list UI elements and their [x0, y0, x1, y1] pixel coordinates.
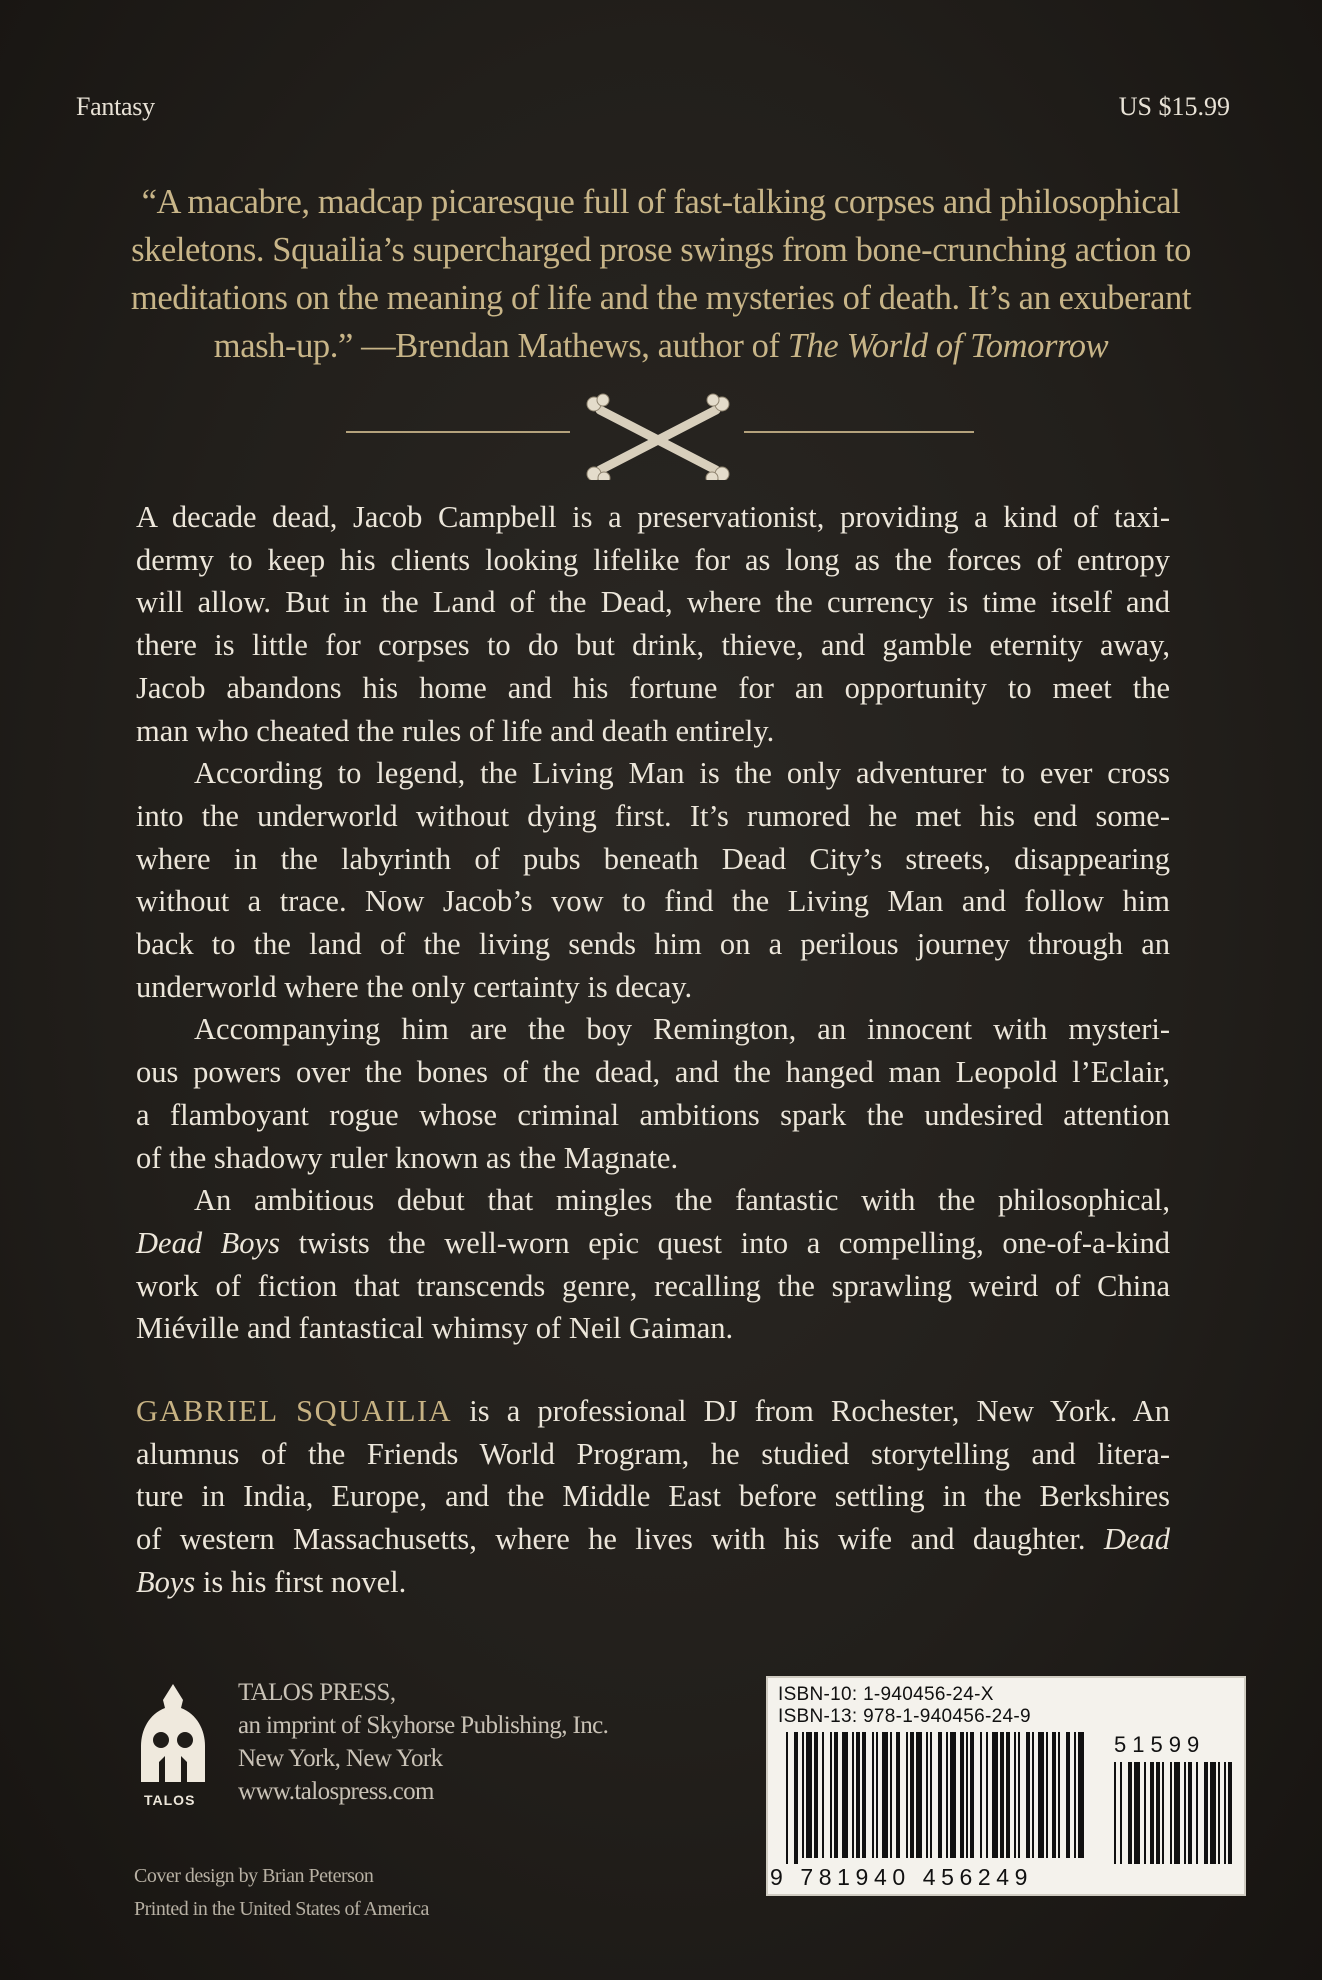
- addon-barcode-bar: [1156, 1762, 1160, 1864]
- addon-barcode-bar: [1128, 1762, 1132, 1864]
- barcode-bar: [830, 1732, 832, 1858]
- review-quote-attribution: [60, 322, 1262, 370]
- review-quote-line: “A macabre, madcap picaresque full of fast-talking corpses and philosophical: [141, 183, 1181, 221]
- barcode-bar: [794, 1732, 798, 1864]
- author-name: GABRIEL SQUAILIA: [136, 1394, 453, 1428]
- barcode-bar: [1052, 1732, 1056, 1858]
- addon-barcode-bar: [1144, 1762, 1146, 1864]
- logo-wordmark: TALOS: [144, 1792, 196, 1808]
- publisher-city: New York, New York: [238, 1745, 443, 1772]
- text-line: without a trace. Now Jacob’s vow to find the Living Man and follow him: [136, 884, 1170, 919]
- description-paragraph: [136, 1008, 1170, 1179]
- barcode-bar: [1066, 1732, 1070, 1858]
- attribution-text: mash-up.” —Brendan Mathews, author of: [213, 327, 788, 365]
- credits: [134, 1860, 429, 1926]
- text-line: [136, 1561, 1170, 1604]
- publisher-name: TALOS PRESS,: [238, 1679, 396, 1706]
- printed-in-credit: Printed in the United States of America: [134, 1898, 429, 1920]
- barcode-bar: [896, 1732, 900, 1858]
- text-line: [136, 1518, 1170, 1561]
- barcode-bar: [960, 1732, 964, 1858]
- text-line: there is little for corpses to do but drink, thieve, and gamble eternity away,: [136, 628, 1170, 663]
- barcode-bar: [1000, 1732, 1004, 1858]
- text-line: According to legend, the Living Man is the only adventurer to ever cross: [194, 756, 1170, 791]
- barcode-bar: [966, 1732, 968, 1858]
- text-line: a flamboyant rogue whose criminal ambitions spark the undesired attention: [136, 1097, 1170, 1132]
- text-line: into the underworld without dying first. It’s rumored he met his end some-: [136, 798, 1170, 833]
- barcode-bar: [916, 1732, 922, 1858]
- text-line: where in the labyrinth of pubs beneath Dead City’s streets, disappearing: [136, 841, 1170, 876]
- barcode-bar: [1018, 1732, 1020, 1858]
- barcode-bar: [786, 1732, 788, 1864]
- addon-barcode-bar: [1184, 1762, 1186, 1864]
- text-segment: of western Massachusetts, where he lives with his wife and daughter.: [136, 1522, 1104, 1557]
- text-line: of the shadowy ruler known as the Magnate.: [136, 1140, 679, 1175]
- text-line: Miéville and fantastical whimsy of Neil Gaiman.: [136, 1311, 734, 1346]
- text-line: dermy to keep his clients looking lifelike for as long as the forces of entropy: [136, 542, 1170, 577]
- barcode-bar: [926, 1732, 928, 1858]
- text-line: [136, 1222, 1170, 1265]
- isbn-13: ISBN-13: 978-1-940456-24-9: [778, 1706, 1031, 1727]
- attribution-book-title: The World of Tomorrow: [787, 327, 1109, 365]
- addon-barcode-bar: [1218, 1762, 1220, 1864]
- addon-barcode-bar: [1210, 1762, 1216, 1864]
- text-line: [136, 1390, 1170, 1433]
- barcode-bar: [1058, 1732, 1060, 1858]
- text-segment: is a professional DJ from Rochester, New York. An: [452, 1394, 1170, 1428]
- barcode-bar: [1032, 1732, 1034, 1858]
- addon-barcode-bar: [1150, 1762, 1154, 1864]
- review-quote: [60, 178, 1262, 370]
- isbn-barcode: [766, 1676, 1246, 1896]
- text-segment: twists the well-worn epic quest into a compelling, one-of-a-kind: [279, 1225, 1170, 1260]
- barcode-bar: [842, 1732, 848, 1858]
- publisher-imprint: an imprint of Skyhorse Publishing, Inc.: [238, 1712, 609, 1739]
- addon-barcode-bar: [1224, 1762, 1226, 1864]
- barcode-bar: [1026, 1732, 1030, 1858]
- barcode-bar: [1074, 1732, 1076, 1858]
- barcode-bar: [872, 1732, 874, 1858]
- cover-design-credit: Cover design by Brian Peterson: [134, 1865, 374, 1887]
- book-title-italic: Dead: [1103, 1522, 1170, 1557]
- text-line: ous powers over the bones of the dead, and the hanged man Leopold l’Eclair,: [136, 1055, 1170, 1090]
- barcode-bar: [802, 1732, 804, 1858]
- barcode-bar: [992, 1732, 998, 1858]
- barcode-bar: [1078, 1732, 1084, 1858]
- barcode-bar: [930, 1732, 932, 1858]
- barcode-bar: [910, 1732, 914, 1858]
- barcode-bar: [986, 1732, 988, 1858]
- barcode-bar: [806, 1732, 812, 1858]
- addon-barcode-bar: [1114, 1762, 1116, 1864]
- addon-barcode-bar: [1120, 1762, 1122, 1864]
- barcode-bar: [822, 1732, 824, 1858]
- author-bio: [136, 1390, 1170, 1604]
- barcode-bar: [1014, 1732, 1016, 1858]
- publisher-info: [238, 1676, 608, 1808]
- crossed-bones-icon: [0, 390, 1322, 480]
- barcode-bar: [814, 1732, 818, 1858]
- barcode-bar: [882, 1732, 888, 1858]
- text-line: Jacob abandons his home and his fortune for an opportunity to meet the: [136, 670, 1170, 705]
- addon-barcode-bar: [1228, 1762, 1232, 1864]
- price-label: US $15.99: [1118, 92, 1230, 121]
- addon-barcode-bar: [1188, 1762, 1192, 1864]
- addon-barcode-bar: [1162, 1762, 1164, 1864]
- barcode-bar: [906, 1732, 908, 1858]
- barcode-bar: [834, 1732, 838, 1858]
- book-title-italic: Boys: [136, 1564, 196, 1599]
- price-code: 51599: [1114, 1732, 1206, 1757]
- book-description: [136, 496, 1170, 1350]
- text-line: A decade dead, Jacob Campbell is a preservationist, providing a kind of taxi-: [136, 500, 1170, 534]
- barcode-bar: [856, 1732, 860, 1858]
- talos-helmet-logo-icon: [135, 1682, 211, 1810]
- barcode-bar: [852, 1732, 854, 1858]
- text-line: will allow. But in the Land of the Dead, where the currency is time itself and: [136, 585, 1170, 620]
- barcode-bar: [1006, 1732, 1010, 1858]
- addon-barcode-bar: [1196, 1762, 1198, 1864]
- text-line: An ambitious debut that mingles the fantastic with the philosophical,: [194, 1183, 1170, 1218]
- addon-barcode-bar: [1170, 1762, 1172, 1864]
- addon-barcode-bar: [1134, 1762, 1140, 1864]
- review-quote-line: meditations on the meaning of life and the mysteries of death. It’s an exuberant: [130, 279, 1192, 317]
- barcode-bar: [1038, 1732, 1044, 1858]
- addon-barcode-bar: [1174, 1762, 1180, 1864]
- barcode-bar: [890, 1732, 892, 1858]
- barcode-bar: [938, 1732, 942, 1858]
- barcode-bar: [862, 1732, 866, 1858]
- description-paragraph: [136, 1179, 1170, 1350]
- barcode-bar: [1046, 1732, 1048, 1858]
- description-paragraph: [136, 752, 1170, 1008]
- text-line: underworld where the only certainty is decay.: [136, 969, 693, 1004]
- review-quote-line: skeletons. Squailia’s supercharged prose swings from bone-crunching action to: [131, 231, 1191, 269]
- text-line: alumnus of the Friends World Program, he studied storytelling and litera-: [136, 1436, 1170, 1471]
- barcode-number: 9 781940 456249: [770, 1864, 1034, 1890]
- barcode-bar: [876, 1732, 878, 1858]
- barcode-bar: [980, 1732, 982, 1858]
- text-line: work of fiction that transcends genre, recalling the sprawling weird of China: [136, 1268, 1170, 1303]
- barcode-bar: [970, 1732, 974, 1858]
- text-segment: is his first novel.: [195, 1564, 407, 1599]
- text-line: back to the land of the living sends him on a perilous journey through an: [136, 927, 1170, 962]
- text-line: ture in India, Europe, and the Middle East before settling in the Berkshires: [136, 1479, 1170, 1514]
- barcode-bar: [946, 1732, 948, 1858]
- text-line: man who cheated the rules of life and death entirely.: [136, 713, 775, 748]
- book-title-italic: Dead Boys: [136, 1225, 280, 1260]
- addon-barcode-bar: [1204, 1762, 1208, 1864]
- barcode-bar: [950, 1732, 956, 1858]
- text-line: Accompanying him are the boy Remington, an innocent with mysteri-: [194, 1012, 1170, 1047]
- publisher-website: www.talospress.com: [238, 1778, 434, 1805]
- description-paragraph: [136, 496, 1170, 752]
- isbn-10: ISBN-10: 1-940456-24-X: [778, 1684, 994, 1705]
- genre-label: Fantasy: [76, 92, 155, 121]
